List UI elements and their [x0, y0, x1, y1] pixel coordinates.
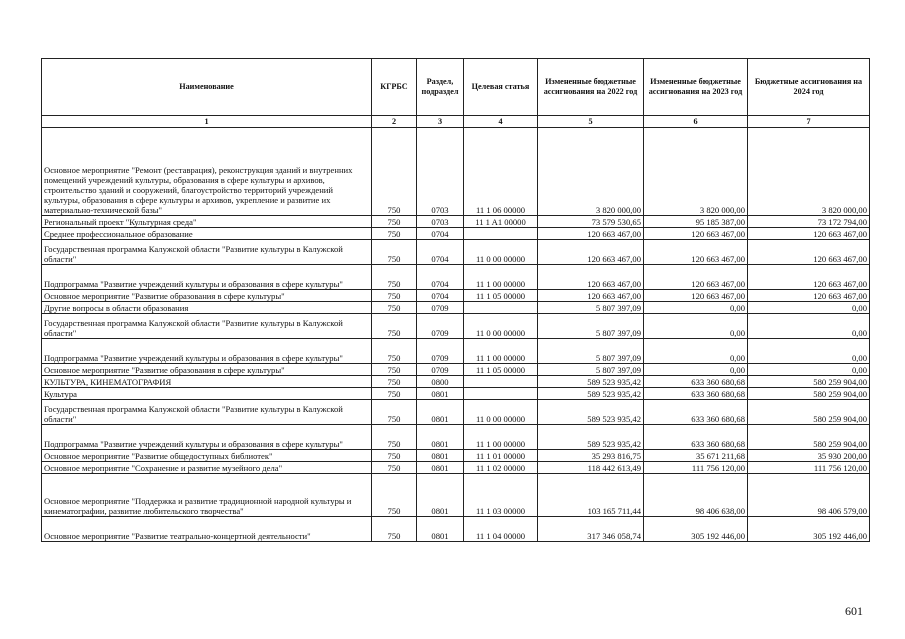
row-section: 0801 [417, 400, 464, 425]
row-target: 11 1 05 00000 [464, 364, 538, 376]
row-value-2022: 5 807 397,09 [538, 339, 644, 364]
row-value-2024: 305 192 446,00 [748, 517, 870, 542]
row-value-2024: 120 663 467,00 [748, 265, 870, 290]
row-kgrbs: 750 [372, 376, 417, 388]
row-value-2024: 0,00 [748, 302, 870, 314]
row-target: 11 1 02 00000 [464, 462, 538, 474]
table-row [42, 265, 870, 290]
row-name: Подпрограмма "Развитие учреждений культуры и образования в сфере культуры" [42, 425, 372, 450]
row-value-2024: 580 259 904,00 [748, 388, 870, 400]
row-section: 0801 [417, 462, 464, 474]
page-number: 601 [845, 604, 863, 618]
row-value-2023: 95 185 387,00 [644, 216, 748, 228]
row-name: Основное мероприятие "Сохранение и развитие музейного дела" [42, 462, 372, 474]
row-value-2022: 5 807 397,09 [538, 302, 644, 314]
row-kgrbs: 750 [372, 517, 417, 542]
table-body [42, 128, 870, 542]
table-row [42, 339, 870, 364]
row-value-2023: 633 360 680,68 [644, 425, 748, 450]
row-name: Государственная программа Калужской области "Развитие культуры в Калужской области" [42, 314, 372, 339]
row-section: 0709 [417, 302, 464, 314]
row-value-2023: 0,00 [644, 302, 748, 314]
row-section: 0801 [417, 425, 464, 450]
row-kgrbs: 750 [372, 290, 417, 302]
table-row [42, 400, 870, 425]
row-value-2024: 120 663 467,00 [748, 240, 870, 265]
header-section: Раздел, подраздел [417, 59, 464, 116]
row-kgrbs: 750 [372, 474, 417, 517]
row-value-2023: 120 663 467,00 [644, 290, 748, 302]
table-row [42, 302, 870, 314]
header-kgrbs: КГРБС [372, 59, 417, 116]
row-target [464, 388, 538, 400]
row-kgrbs: 750 [372, 400, 417, 425]
row-value-2022: 589 523 935,42 [538, 376, 644, 388]
column-number-row [42, 116, 870, 128]
row-name: Другие вопросы в области образования [42, 302, 372, 314]
row-value-2024: 580 259 904,00 [748, 425, 870, 450]
row-name: Государственная программа Калужской области "Развитие культуры в Калужской области" [42, 240, 372, 265]
row-name: Региональный проект "Культурная среда" [42, 216, 372, 228]
row-target: 11 1 06 00000 [464, 128, 538, 216]
row-value-2024: 35 930 200,00 [748, 450, 870, 462]
row-kgrbs: 750 [372, 364, 417, 376]
table-row [42, 128, 870, 216]
header-2023: Измененные бюджетные ассигнования на 2023 год [644, 59, 748, 116]
row-value-2022: 589 523 935,42 [538, 425, 644, 450]
row-name: Основное мероприятие "Развитие театрально-концертной деятельности" [42, 517, 372, 542]
row-kgrbs: 750 [372, 128, 417, 216]
row-kgrbs: 750 [372, 265, 417, 290]
table-row [42, 462, 870, 474]
row-target: 11 1 03 00000 [464, 474, 538, 517]
row-value-2024: 0,00 [748, 339, 870, 364]
header-row [42, 59, 870, 116]
row-target [464, 376, 538, 388]
row-section: 0704 [417, 265, 464, 290]
col-number: 3 [417, 116, 464, 128]
row-name: Среднее профессиональное образование [42, 228, 372, 240]
row-kgrbs: 750 [372, 314, 417, 339]
row-target [464, 228, 538, 240]
row-value-2022: 120 663 467,00 [538, 265, 644, 290]
row-value-2022: 103 165 711,44 [538, 474, 644, 517]
row-kgrbs: 750 [372, 228, 417, 240]
table-row [42, 216, 870, 228]
row-value-2024: 111 756 120,00 [748, 462, 870, 474]
row-value-2022: 5 807 397,09 [538, 364, 644, 376]
row-target: 11 1 00 00000 [464, 339, 538, 364]
row-section: 0801 [417, 450, 464, 462]
row-value-2024: 580 259 904,00 [748, 376, 870, 388]
table-row [42, 240, 870, 265]
col-number: 2 [372, 116, 417, 128]
row-kgrbs: 750 [372, 388, 417, 400]
row-name: КУЛЬТУРА, КИНЕМАТОГРАФИЯ [42, 376, 372, 388]
row-target: 11 1 00 00000 [464, 265, 538, 290]
row-value-2023: 111 756 120,00 [644, 462, 748, 474]
row-target: 11 1 00 00000 [464, 425, 538, 450]
row-value-2023: 633 360 680,68 [644, 376, 748, 388]
table-row [42, 388, 870, 400]
row-section: 0801 [417, 517, 464, 542]
row-name: Основное мероприятие "Развитие образования в сфере культуры" [42, 364, 372, 376]
row-value-2023: 120 663 467,00 [644, 240, 748, 265]
header-name: Наименование [42, 59, 372, 116]
row-target: 11 0 00 00000 [464, 314, 538, 339]
table-row [42, 425, 870, 450]
row-value-2023: 98 406 638,00 [644, 474, 748, 517]
row-value-2023: 0,00 [644, 364, 748, 376]
row-target: 11 1 04 00000 [464, 517, 538, 542]
budget-table [41, 58, 870, 542]
row-value-2024: 0,00 [748, 314, 870, 339]
row-name: Подпрограмма "Развитие учреждений культуры и образования в сфере культуры" [42, 339, 372, 364]
row-value-2022: 5 807 397,09 [538, 314, 644, 339]
row-name: Основное мероприятие "Ремонт (реставрация), реконструкция зданий и внутренних помещений учреждений культуры, образования в сфере культуры и архивов, строительство зданий и сооружений, благоустройство территорий учреждений культуры, образования в сфере культуры и архивов, укрепление и развитие их материально-технической базы" [42, 128, 372, 216]
row-target: 11 1 01 00000 [464, 450, 538, 462]
row-section: 0800 [417, 376, 464, 388]
row-value-2022: 35 293 816,75 [538, 450, 644, 462]
row-value-2023: 35 671 211,68 [644, 450, 748, 462]
row-section: 0704 [417, 228, 464, 240]
row-value-2023: 120 663 467,00 [644, 228, 748, 240]
row-value-2023: 305 192 446,00 [644, 517, 748, 542]
table-row [42, 314, 870, 339]
header-2022: Измененные бюджетные ассигнования на 2022 год [538, 59, 644, 116]
row-value-2024: 120 663 467,00 [748, 228, 870, 240]
row-section: 0801 [417, 388, 464, 400]
row-name: Основное мероприятие "Развитие образования в сфере культуры" [42, 290, 372, 302]
col-number: 4 [464, 116, 538, 128]
row-kgrbs: 750 [372, 462, 417, 474]
table-row [42, 364, 870, 376]
row-value-2023: 120 663 467,00 [644, 265, 748, 290]
table-row [42, 450, 870, 462]
table-row [42, 376, 870, 388]
row-value-2023: 0,00 [644, 314, 748, 339]
row-value-2024: 120 663 467,00 [748, 290, 870, 302]
row-value-2022: 73 579 530,65 [538, 216, 644, 228]
col-number: 1 [42, 116, 372, 128]
row-target [464, 302, 538, 314]
row-kgrbs: 750 [372, 450, 417, 462]
row-section: 0704 [417, 290, 464, 302]
table-row [42, 228, 870, 240]
row-kgrbs: 750 [372, 425, 417, 450]
row-section: 0709 [417, 364, 464, 376]
row-name: Основное мероприятие "Поддержка и развитие традиционной народной культуры и кинематографии, развитие любительского творчества" [42, 474, 372, 517]
row-target: 11 0 00 00000 [464, 400, 538, 425]
row-value-2022: 589 523 935,42 [538, 400, 644, 425]
row-name: Основное мероприятие "Развитие общедоступных библиотек" [42, 450, 372, 462]
row-target: 11 0 00 00000 [464, 240, 538, 265]
row-value-2023: 633 360 680,68 [644, 388, 748, 400]
row-target: 11 1 05 00000 [464, 290, 538, 302]
row-target: 11 1 A1 00000 [464, 216, 538, 228]
row-value-2023: 633 360 680,68 [644, 400, 748, 425]
row-section: 0709 [417, 339, 464, 364]
row-section: 0704 [417, 240, 464, 265]
row-kgrbs: 750 [372, 216, 417, 228]
row-section: 0709 [417, 314, 464, 339]
row-value-2023: 0,00 [644, 339, 748, 364]
row-kgrbs: 750 [372, 339, 417, 364]
row-value-2024: 3 820 000,00 [748, 128, 870, 216]
table-row [42, 517, 870, 542]
header-2024: Бюджетные ассигнования на 2024 год [748, 59, 870, 116]
row-value-2024: 580 259 904,00 [748, 400, 870, 425]
row-value-2024: 0,00 [748, 364, 870, 376]
row-name: Подпрограмма "Развитие учреждений культуры и образования в сфере культуры" [42, 265, 372, 290]
header-target: Целевая статья [464, 59, 538, 116]
row-value-2024: 98 406 579,00 [748, 474, 870, 517]
row-section: 0801 [417, 474, 464, 517]
row-value-2022: 3 820 000,00 [538, 128, 644, 216]
row-value-2022: 120 663 467,00 [538, 228, 644, 240]
row-section: 0703 [417, 216, 464, 228]
row-section: 0703 [417, 128, 464, 216]
row-kgrbs: 750 [372, 240, 417, 265]
col-number: 7 [748, 116, 870, 128]
row-value-2022: 120 663 467,00 [538, 240, 644, 265]
row-value-2022: 120 663 467,00 [538, 290, 644, 302]
row-value-2022: 589 523 935,42 [538, 388, 644, 400]
row-name: Культура [42, 388, 372, 400]
row-kgrbs: 750 [372, 302, 417, 314]
col-number: 6 [644, 116, 748, 128]
table-row [42, 474, 870, 517]
row-value-2022: 317 346 058,74 [538, 517, 644, 542]
row-value-2022: 118 442 613,49 [538, 462, 644, 474]
col-number: 5 [538, 116, 644, 128]
row-value-2023: 3 820 000,00 [644, 128, 748, 216]
table-row [42, 290, 870, 302]
row-name: Государственная программа Калужской области "Развитие культуры в Калужской области" [42, 400, 372, 425]
row-value-2024: 73 172 794,00 [748, 216, 870, 228]
